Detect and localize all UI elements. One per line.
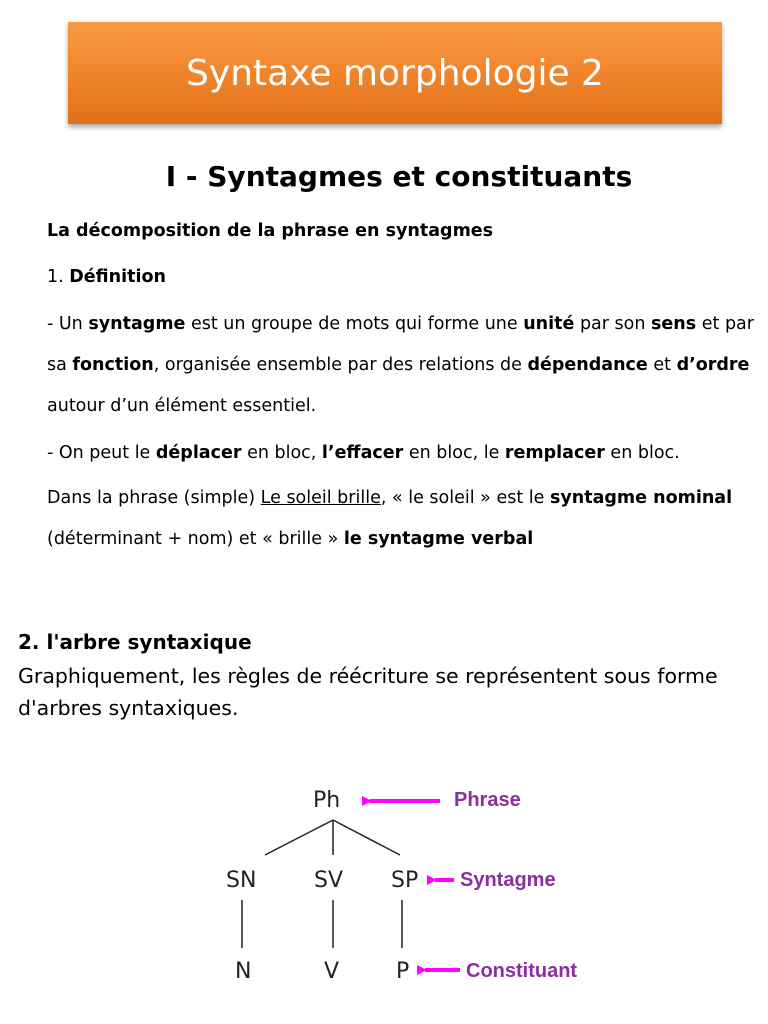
tree-node-v: V bbox=[324, 959, 340, 984]
section2 bbox=[18, 628, 758, 724]
label-phrase: Phrase bbox=[454, 789, 521, 811]
definition-label: Définition bbox=[69, 267, 166, 287]
label-syntagme: Syntagme bbox=[460, 869, 556, 891]
tree-node-p: P bbox=[396, 959, 410, 984]
term-deplacer: déplacer bbox=[155, 443, 242, 463]
text: et par sa bbox=[47, 314, 754, 375]
text: par son bbox=[574, 314, 652, 334]
paragraph-operations bbox=[47, 433, 762, 474]
tree-edge-ph-sp bbox=[333, 820, 400, 855]
text: est un groupe de mots qui forme une bbox=[185, 314, 524, 334]
tree-node-ph: Ph bbox=[313, 788, 341, 813]
label-constituant: Constituant bbox=[466, 960, 578, 982]
term-dependance: dépendance bbox=[527, 355, 648, 375]
text: , organisée ensemble par des relations de bbox=[153, 355, 528, 375]
section2-heading: 2. l'arbre syntaxique bbox=[18, 630, 252, 654]
definition-heading bbox=[47, 258, 762, 296]
subtitle: La décomposition de la phrase en syntagmes bbox=[47, 221, 494, 241]
text: , « le soleil » est le bbox=[380, 488, 550, 508]
term-ordre: d’ordre bbox=[676, 355, 750, 375]
text: Dans la phrase (simple) bbox=[47, 488, 261, 508]
term-remplacer: remplacer bbox=[504, 443, 605, 463]
text: en bloc. bbox=[604, 443, 680, 463]
term-syntagme: syntagme bbox=[88, 314, 186, 334]
section1-body bbox=[47, 212, 762, 560]
tree-node-sp: SP bbox=[391, 868, 419, 893]
tree-node-sn: SN bbox=[226, 868, 257, 893]
text: en bloc, le bbox=[403, 443, 505, 463]
term-effacer: l’effacer bbox=[321, 443, 404, 463]
section-heading: I - Syntagmes et constituants bbox=[165, 160, 633, 193]
definition-number: 1. bbox=[47, 267, 70, 287]
term-syntagme-verbal: le syntagme verbal bbox=[343, 529, 534, 549]
slide-title: Syntaxe morphologie 2 bbox=[186, 52, 604, 94]
text: et bbox=[647, 355, 677, 375]
text: autour d’un élément essentiel. bbox=[47, 396, 317, 416]
syntax-tree-diagram bbox=[210, 770, 630, 1010]
paragraph-definition bbox=[47, 304, 762, 427]
term-sens: sens bbox=[651, 314, 697, 334]
title-banner bbox=[68, 22, 722, 124]
example-sentence: Le soleil brille bbox=[260, 488, 381, 508]
tree-node-n: N bbox=[235, 959, 252, 984]
tree-node-sv: SV bbox=[314, 868, 344, 893]
text: - Un bbox=[47, 314, 89, 334]
term-unite: unité bbox=[523, 314, 575, 334]
text: en bloc, bbox=[241, 443, 322, 463]
term-syntagme-nominal: syntagme nominal bbox=[549, 488, 733, 508]
term-fonction: fonction bbox=[72, 355, 154, 375]
text: (déterminant + nom) et « brille » bbox=[47, 529, 344, 549]
text: - On peut le bbox=[47, 443, 156, 463]
paragraph-example bbox=[47, 478, 762, 560]
section2-text: Graphiquement, les règles de réécriture se représentent sous forme d'arbres syntaxiques. bbox=[18, 664, 718, 720]
tree-edge-ph-sn bbox=[265, 820, 333, 855]
